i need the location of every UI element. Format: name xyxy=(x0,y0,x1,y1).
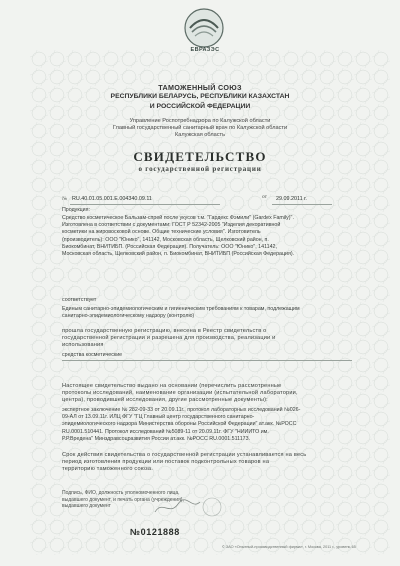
basis-line: Настоящее свидетельство выдано на основании (перечислить рассмотренные xyxy=(62,383,282,389)
basis-doc-line: RU.0001.510441. Протокол исследований №5089-11 от 20.09.11г. ФГУ "НИИИТО им. xyxy=(62,428,269,435)
authority-line-2: Главный государственный санитарный врач по Калужской области xyxy=(112,125,288,131)
reg-number-underline xyxy=(70,204,220,205)
product-label: Продукция: xyxy=(62,207,90,213)
product-line: косметики на жировосковой основе. Общие технические условия". Изготовитель xyxy=(62,229,261,236)
validity-line: территорию таможенного союза. xyxy=(62,466,153,473)
issue-date: 29.09.2011 г. xyxy=(276,196,307,202)
signature-caption-line: выдавшего документ, и печать органа (учреждения), xyxy=(62,496,184,503)
basis-doc-line: экспертное заключение № 282-09-33 от 20.09.11г., протокол лабораторных исследований №026- xyxy=(62,407,301,413)
product-line: Биокомбинат, ВНИТИБП. (Российская Федерация). Получатель: ООО "Юнико", 141142, xyxy=(62,243,277,250)
signature-caption-line: Подпись, ФИО, должность уполномоченного лица, xyxy=(62,490,180,496)
signature-mark xyxy=(100,496,230,518)
basis-doc-line: 09-АЛ от 13.09.11г. ИЛЦ ФГУ "ГЦ Главный центр государственного санитарно- xyxy=(62,414,255,421)
product-line: Средство косметическое Бальзам-спрей после укусов т.м. "Гардекс Фэмили" (Gardex Family)". xyxy=(62,215,294,221)
authority-line-3: Калужская область xyxy=(174,132,225,138)
complies-line: санитарно-эпидемиологическому надзору (контролю) xyxy=(62,313,195,320)
basis-doc-line: Р.Р.Вредена" Минздравсоцразвития России ат.акк. №РОСС RU.0001.511173. xyxy=(62,435,251,442)
signature-caption-line: выдавшего документ xyxy=(62,503,111,509)
basis-doc-line: эпидемиологического надзора Министерства обороны Российской Федерации" ат.акк. №РОСС xyxy=(62,421,297,428)
product-line: (производитель): ООО "Юнико", 141142, Московская область, Щелковский район, п. xyxy=(62,236,269,243)
registration-line: использования xyxy=(62,342,104,349)
registration-text xyxy=(62,328,352,350)
validity-text xyxy=(62,452,354,474)
complies-label: соответствует xyxy=(62,297,97,303)
reg-number-label: № xyxy=(62,196,68,202)
usage-area: средства косметические xyxy=(62,352,123,358)
product-line: Московская область, Щелковский район, п. Биокомбинат, ВНИТИБП (Российская Федерация). xyxy=(62,251,295,258)
document-subtitle: о государственной регистрации xyxy=(138,165,262,173)
validity-line: период изготовления продукции или поставок подконтрольных товаров на xyxy=(62,459,270,466)
document-title: СВИДЕТЕЛЬСТВО xyxy=(133,149,267,164)
basis-text xyxy=(62,383,352,405)
form-serial-number: №0121888 xyxy=(130,527,180,537)
registration-line: государственной регистрации и разрешена для производства, реализации и xyxy=(62,335,276,342)
usage-underline xyxy=(62,360,352,361)
eurasec-emblem-icon xyxy=(182,6,226,50)
basis-documents xyxy=(62,407,354,443)
validity-line: Срок действия свидетельства о государственной регистрации устанавливается на весь xyxy=(62,452,307,458)
complies-text xyxy=(62,306,352,320)
header-line-2: РЕСПУБЛИКИ БЕЛАРУСЬ, РЕСПУБЛИКИ КАЗАХСТАН xyxy=(110,93,290,100)
emblem-label: ЕВРАЗЭС xyxy=(190,47,220,53)
header-line-3: И РОССИЙСКОЙ ФЕДЕРАЦИИ xyxy=(149,103,251,110)
registration-line: прошла государственную регистрацию, внесена в Реестр свидетельств о xyxy=(62,328,267,334)
date-label: от xyxy=(262,194,267,200)
header-line-1: ТАМОЖЕННЫЙ СОЮЗ xyxy=(158,83,242,92)
product-description xyxy=(62,215,352,258)
basis-line: протоколы исследований, наименование организации (испытательной лаборатории, xyxy=(62,390,298,397)
printer-imprint: © ЗАО «Опытный-производственный фирма», г. Москва, 2011 г., уровень 65 xyxy=(222,545,356,549)
date-underline xyxy=(272,204,332,205)
product-line: Изготовлена в соответствии с документами: ГОСТ Р 52342-2005 "Изделия декоративной xyxy=(62,222,281,229)
reg-number: RU.40.01.05.001.Е.004340.09.11 xyxy=(72,196,152,202)
authority-line-1: Управление Роспотребнадзора по Калужской области xyxy=(129,118,271,124)
basis-line: центра), проводившей исследования, другие рассмотренные документы): xyxy=(62,397,268,404)
complies-line: Единым санитарно-эпидемиологическим и гигиеническим требованиям к товарам, подлежащим xyxy=(62,306,300,312)
